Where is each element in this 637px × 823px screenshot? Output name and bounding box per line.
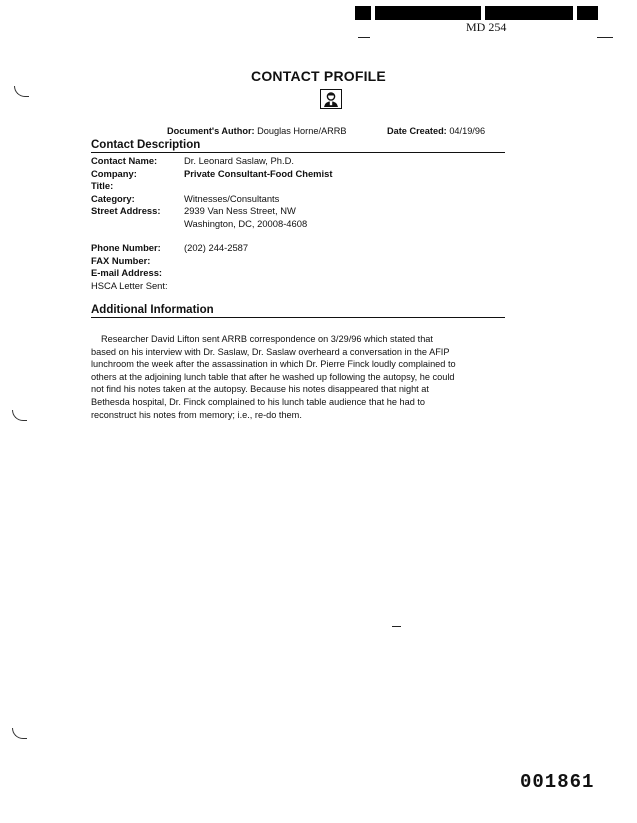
margin-mark [12,728,27,739]
field-value-phone: (202) 244-2587 [184,242,249,253]
field-value-contact-name: Dr. Leonard Saslaw, Ph.D. [184,155,294,166]
author-label: Document's Author: [167,126,255,136]
field-label-company: Company: [91,168,137,179]
body-line: Bethesda hospital, Dr. Finck complained to his lunch table audience that he had to [91,396,426,407]
page-number-stamp: 001861 [520,771,595,793]
body-line: Researcher David Lifton sent ARRB correspondence on 3/29/96 which stated that [101,334,433,344]
field-label-contact-name: Contact Name: [91,155,158,166]
additional-information-heading: Additional Information [91,304,214,316]
scan-mark [358,37,370,38]
body-line: based on his interview with Dr. Saslaw, Dr. Saslaw overheard a conversation in the AFIP [91,346,450,357]
additional-information-body [91,333,511,421]
field-label-street-address: Street Address: [91,205,161,216]
section-rule [91,317,505,318]
body-line: others at the adjoining lunch table that after he washed up following the autopsy, he could [91,371,455,382]
page-title: CONTACT PROFILE [251,68,386,84]
field-label-fax: FAX Number: [91,255,151,266]
author-value: Douglas Horne/ARRB [257,126,347,136]
field-label-hsca-letter: HSCA Letter Sent: [91,280,168,291]
field-value-city: Washington, DC, 20008-4608 [184,218,308,229]
margin-mark [14,86,29,97]
field-value-street-address: 2939 Van Ness Street, NW [184,205,296,216]
field-label-email: E-mail Address: [91,267,163,278]
person-icon [320,89,342,109]
body-line: reconstruct his notes from memory; i.e., re-do them. [91,409,302,420]
author-row [167,126,347,136]
field-label-title: Title: [91,180,114,191]
body-line: lunchroom the week after the assassination in which Dr. Pierre Finck loudly complained to [91,359,456,370]
margin-mark [12,410,27,421]
field-label-category: Category: [91,193,135,204]
contact-description-heading: Contact Description [91,139,201,151]
field-label-phone: Phone Number: [91,242,161,253]
date-label: Date Created: [387,126,447,136]
body-line: not find his notes taken at the autopsy. Because his notes disappeared that night at [91,384,429,395]
date-value: 04/19/96 [449,126,486,136]
scan-mark [597,37,613,38]
document-code: MD 254 [466,20,507,34]
field-value-category: Witnesses/Consultants [184,193,280,204]
redaction-bar [355,6,598,20]
scan-mark [392,626,401,627]
section-rule [91,152,505,153]
field-value-company: Private Consultant-Food Chemist [184,168,333,179]
date-row [387,126,485,136]
